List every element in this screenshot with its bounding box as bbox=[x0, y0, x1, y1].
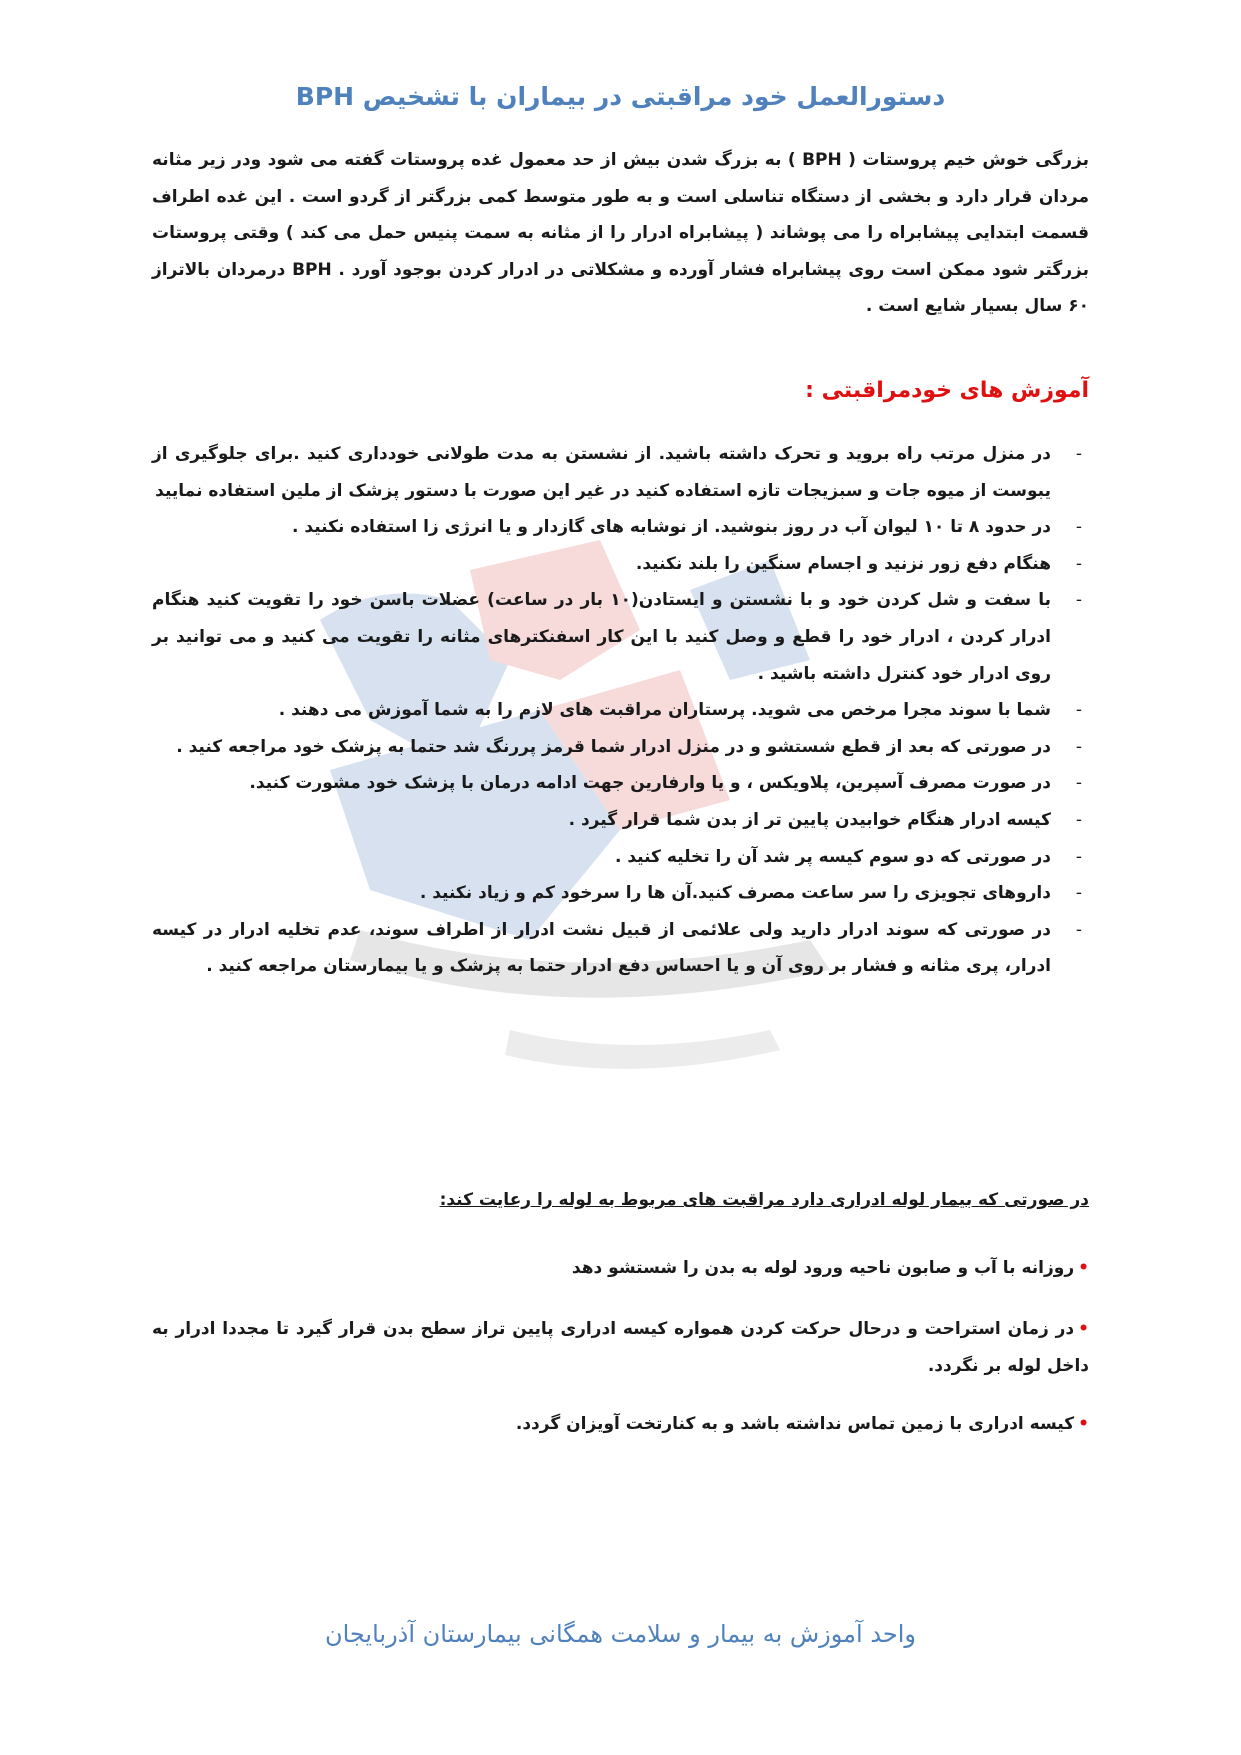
self-care-item-text: هنگام دفع زور نزنید و اجسام سنگین را بلند نکنید. bbox=[635, 553, 1051, 574]
self-care-item-text: در منزل مرتب راه بروید و تحرک داشته باشید. از نشستن به مدت طولانی خودداری کنید .برای جلوگیری از یبوست از میوه جات و سبزیجات تازه استفاده کنید در غیر این صورت با دستور پزشک از ملین استفاده نمایید bbox=[152, 444, 1051, 501]
self-care-item bbox=[152, 839, 1089, 876]
bullet-icon: • bbox=[1078, 1414, 1089, 1434]
intro-paragraph: بزرگی خوش خیم پروستات ( BPH ) به بزرگ شدن بیش از حد معمول غده پروستات گفته می شود ودر زیر مثانه مردان قرار دارد و بخشی از دستگاه تناسلی است و به طور متوسط کمی بزرگتر از گردو است . این غده اطراف قسمت ابتدایی پیشابراه را می پوشاند ( پیشابراه ادرار را از مثانه به سمت پنیس حمل می کند ) وقتی پروستات بزرگتر شود ممکن است روی پیشابراه فشار آورده و مشکلاتی در ادرار کردن بوجود آورد . BPH درمردان بالاتراز ۶۰ سال بسیار شایع است . bbox=[152, 150, 1090, 317]
catheter-care-item-text: کیسه ادراری با زمین تماس نداشته باشد و به کنارتخت آویزان گردد. bbox=[515, 1414, 1075, 1434]
self-care-item bbox=[152, 875, 1089, 912]
bullet-icon: • bbox=[1078, 1258, 1089, 1278]
catheter-care-item bbox=[152, 1406, 1089, 1443]
self-care-item-text: کیسه ادرار هنگام خوابیدن پایین تر از بدن شما قرار گیرد . bbox=[568, 809, 1051, 830]
dash-marker: - bbox=[1075, 809, 1083, 830]
self-care-item-text: داروهای تجویزی را سر ساعت مصرف کنید.آن ها را سرخود کم و زیاد نکنید . bbox=[419, 883, 1051, 904]
self-care-item bbox=[152, 692, 1089, 729]
self-care-heading: آموزش های خودمراقبتی : bbox=[805, 378, 1089, 403]
self-care-item-text: با سفت و شل کردن خود و با نشستن و ایستادن(۱۰ بار در ساعت) عضلات باسن خود را تقویت کنید هنگام ادرار کردن ، ادرار خود را قطع و وصل کنید با این کار اسفنکترهای مثانه را تقویت می کنید و می توانید بر روی ادرار خود کنترل داشته باشید . bbox=[152, 590, 1051, 684]
catheter-care-item-text: روزانه با آب و صابون ناحیه ورود لوله به بدن را شستشو دهد bbox=[571, 1258, 1075, 1278]
dash-marker: - bbox=[1075, 919, 1083, 940]
self-care-item bbox=[152, 765, 1089, 802]
catheter-care-item bbox=[152, 1311, 1089, 1384]
self-care-item-text: شما با سوند مجرا مرخص می شوید. پرستاران مراقبت های لازم را به شما آموزش می دهند . bbox=[278, 700, 1051, 721]
self-care-item bbox=[152, 509, 1089, 546]
self-care-item-text: در صورتی که بعد از قطع شستشو و در منزل ادرار شما قرمز پررنگ شد حتما به پزشک خود مراجعه کنید . bbox=[176, 736, 1051, 757]
catheter-care-heading: در صورتی که بیمار لوله ادراری دارد مراقبت های مربوط به لوله را رعایت کند: bbox=[439, 1190, 1089, 1210]
self-care-item bbox=[152, 802, 1089, 839]
dash-marker: - bbox=[1075, 444, 1083, 464]
catheter-care-item-text: در زمان استراحت و درحال حرکت کردن همواره کیسه ادراری پایین تراز سطح بدن قرار گیرد تا مجددا ادرار به داخل لوله بر نگردد. bbox=[152, 1319, 1089, 1376]
footer-unit-name: واحد آموزش به بیمار و سلامت همگانی بیمارستان آذربایجان bbox=[324, 1620, 917, 1648]
dash-marker: - bbox=[1075, 590, 1083, 611]
self-care-item bbox=[152, 912, 1089, 985]
document-title: دستورالعمل خود مراقبتی در بیماران با تشخیص BPH bbox=[295, 82, 946, 111]
self-care-item-text: در حدود ۸ تا ۱۰ لیوان آب در روز بنوشید. از نوشابه های گازدار و یا انرژی زا استفاده نکنید . bbox=[292, 517, 1051, 538]
dash-marker: - bbox=[1075, 553, 1083, 574]
dash-marker: - bbox=[1075, 883, 1083, 904]
self-care-item bbox=[152, 582, 1089, 692]
self-care-item bbox=[152, 729, 1089, 766]
self-care-list bbox=[152, 436, 1089, 985]
dash-marker: - bbox=[1075, 846, 1083, 867]
self-care-item bbox=[152, 436, 1089, 509]
dash-marker: - bbox=[1075, 700, 1083, 721]
dash-marker: - bbox=[1075, 517, 1083, 538]
self-care-item-text: در صورت مصرف آسپرین، پلاویکس ، و یا وارفارین جهت ادامه درمان با پزشک خود مشورت کنید. bbox=[249, 773, 1051, 794]
self-care-item-text: در صورتی که سوند ادرار دارید ولی علائمی از قبیل نشت ادرار از اطراف سوند، عدم تخلیه ادرار در کیسه ادرار، پری مثانه و فشار بر روی آن و یا احساس دفع ادرار حتما به پزشک و یا بیمارستان مراجعه کنید . bbox=[152, 919, 1051, 977]
self-care-item bbox=[152, 546, 1089, 583]
catheter-care-item bbox=[152, 1250, 1089, 1287]
self-care-item-text: در صورتی که دو سوم کیسه پر شد آن را تخلیه کنید . bbox=[614, 846, 1051, 867]
bullet-icon: • bbox=[1078, 1319, 1089, 1339]
dash-marker: - bbox=[1075, 736, 1083, 757]
dash-marker: - bbox=[1075, 773, 1083, 794]
